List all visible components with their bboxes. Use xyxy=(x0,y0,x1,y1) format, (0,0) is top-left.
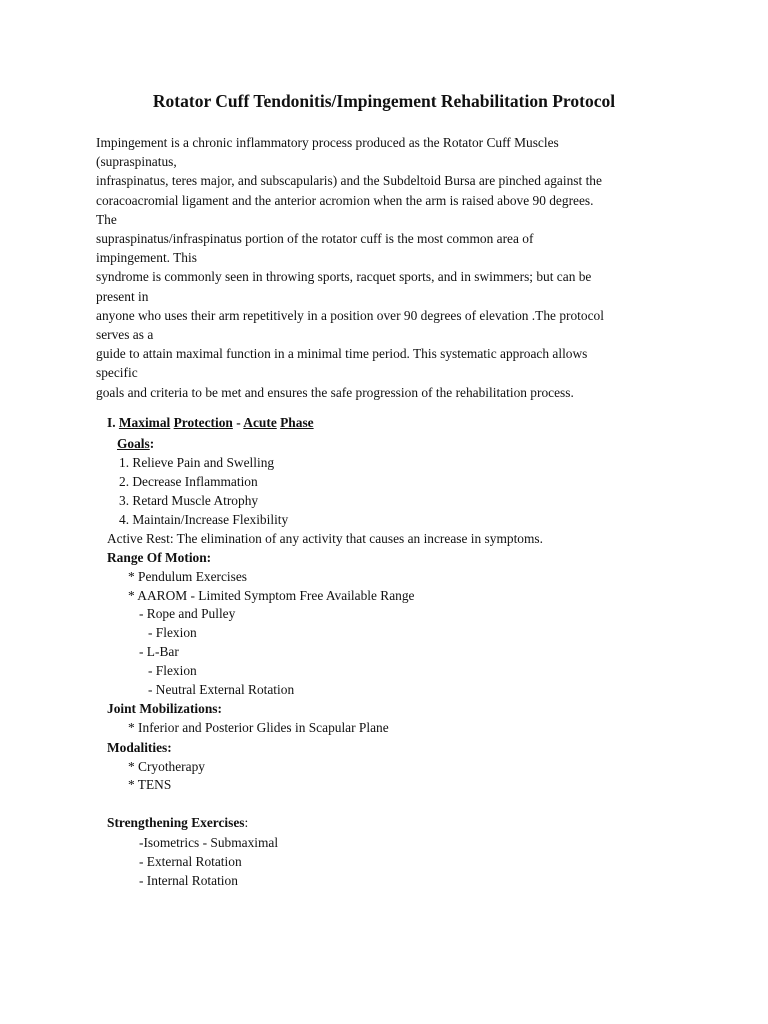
intro-line: Impingement is a chronic inflammatory process produced as the Rotator Cuff Muscles xyxy=(96,135,559,150)
phase-word: Protection xyxy=(173,415,233,430)
phase-word: Phase xyxy=(280,415,314,430)
intro-line: specific xyxy=(96,365,138,381)
phase-heading xyxy=(107,414,314,432)
goal-item: 4. Maintain/Increase Flexibility xyxy=(119,512,289,527)
phase-numeral: I. xyxy=(107,415,116,430)
intro-line: The xyxy=(96,211,117,227)
intro-line: goals and criteria to be met and ensures the safe progression of the rehabilitation process. xyxy=(96,384,574,400)
active-rest-text: Active Rest: The elimination of any activity that causes an increase in symptoms. xyxy=(107,531,543,546)
goals-colon: : xyxy=(149,436,155,451)
rom-subitem: - Neutral External Rotation xyxy=(148,682,295,697)
rom-subitem: - L-Bar xyxy=(139,644,179,659)
rom-subitem: - Flexion xyxy=(148,663,197,678)
intro-line: coracoacromial ligament and the anterior acromion when the arm is raised above 90 degrees. xyxy=(96,192,594,208)
strengthening-heading xyxy=(107,814,248,832)
rom-item: * Pendulum Exercises xyxy=(128,569,248,584)
goal-item: 1. Relieve Pain and Swelling xyxy=(119,455,275,470)
goals-heading xyxy=(117,435,154,453)
strengthening-label: Strengthening Exercises xyxy=(107,815,245,830)
intro-line: supraspinatus/infraspinatus portion of the rotator cuff is the most common area of xyxy=(96,231,534,247)
intro-line: impingement. This xyxy=(96,250,197,266)
strengthening-item: -Isometrics - Submaximal xyxy=(139,835,279,850)
intro-line: serves as a xyxy=(96,327,154,343)
jm-item: * Inferior and Posterior Glides in Scapular Plane xyxy=(128,720,389,735)
phase-dash: - xyxy=(236,415,241,430)
intro-line: syndrome is commonly seen in throwing sports, racquet sports, and in swimmers; but can be xyxy=(96,269,592,285)
rom-subitem: - Flexion xyxy=(148,625,197,640)
intro-line: infraspinatus, teres major, and subscapularis) and the Subdeltoid Bursa are pinched against the xyxy=(96,173,602,189)
phase-word: Maximal xyxy=(118,415,171,430)
intro-paragraph xyxy=(96,133,696,402)
modality-item: * Cryotherapy xyxy=(128,759,205,774)
intro-line: guide to attain maximal function in a minimal time period. This systematic approach allows xyxy=(96,346,588,362)
goal-item: 2. Decrease Inflammation xyxy=(119,474,258,489)
goal-item: 3. Retard Muscle Atrophy xyxy=(119,493,259,508)
rom-item: * AAROM - Limited Symptom Free Available Range xyxy=(128,588,415,603)
rom-subitem: - Rope and Pulley xyxy=(139,606,236,621)
strengthening-item: - Internal Rotation xyxy=(139,873,238,888)
intro-line: (supraspinatus, xyxy=(96,154,177,170)
strengthening-colon: : xyxy=(244,815,249,830)
intro-line: anyone who uses their arm repetitively in a position over 90 degrees of elevation .The protocol xyxy=(96,307,604,323)
modalities-heading: Modalities: xyxy=(107,740,172,755)
jm-heading: Joint Mobilizations: xyxy=(107,701,222,716)
strengthening-item: - External Rotation xyxy=(139,854,242,869)
rom-heading: Range Of Motion: xyxy=(107,550,212,565)
phase-word: Acute xyxy=(243,415,277,430)
document-title: Rotator Cuff Tendonitis/Impingement Rehabilitation Protocol xyxy=(152,91,616,111)
goals-label: Goals xyxy=(117,436,150,451)
modality-item: * TENS xyxy=(128,777,172,792)
intro-line: present in xyxy=(96,288,149,304)
